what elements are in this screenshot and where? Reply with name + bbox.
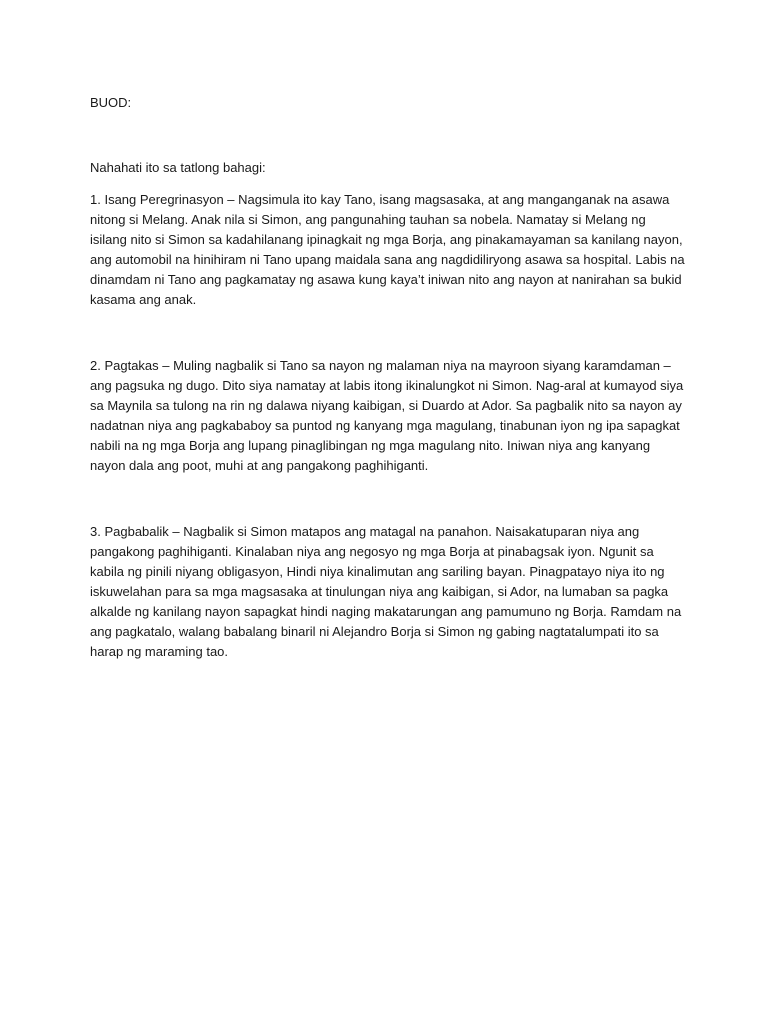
document-heading: BUOD:: [90, 95, 132, 110]
paragraph-part-3: 3. Pagbabalik – Nagbalik si Simon matapos ang matagal na panahon. Naisakatuparan niya ang pangakong paghihiganti. Kinalaban niya ang negosyo ng mga Borja at pinabagsak iyon. Ngunit sa kabila ng pinili niyang obligasyon, Hindi niya kinalimutan ang sariling bayan. Pinagpatayo niya ito ng iskuwelahan para sa mga magsasaka at tinulungan niya ang kaibigan, si Ador, na lumaban sa pagka alkalde ng kanilang nayon sapagkat hindi naging makatarungan ang pamumuno ng Borja. Ramdam na ang pagkatalo, walang babalang binaril ni Alejandro Borja si Simon ng gabing nagtatalumpati ito sa harap ng maraming tao.: [90, 524, 682, 659]
paragraph-part-2: 2. Pagtakas – Muling nagbalik si Tano sa nayon ng malaman niya na mayroon siyang karamdaman – ang pagsuka ng dugo. Dito siya namatay at labis itong ikinalungkot ni Simon. Nag-aral at kumayod siya sa Maynila sa tulong na rin ng dalawa niyang kaibigan, si Duardo at Ador. Sa pagbalik nito sa nayon ay nadatnan niya ang pagkababoy sa puntod ng kanyang mga magulang, tinabunan iyon ng ipa sapagkat nabili na ng mga Borja ang lupang pinaglibingan ng mga magulang nito. Iniwan niya ang kanyang nayon dala ang poot, muhi at ang pangakong paghihiganti.: [90, 358, 684, 473]
paragraph-part-1: 1. Isang Peregrinasyon – Nagsimula ito kay Tano, isang magsasaka, at ang manganganak na asawa nitong si Melang. Anak nila si Simon, ang pangunahing tauhan sa nobela. Namatay si Melang ng isilang nito si Simon sa kadahilanang ipinagkait ng mga Borja, ang pinakamayaman sa kanilang nayon, ang automobil na hinihiram ni Tano upang maidala sana ang nagdidiliryong asawa sa hospital. Labis na dinamdam ni Tano ang pagkamatay ng asawa kung kaya’t iniwan nito ang nayon at nanirahan sa bukid kasama ang anak.: [90, 192, 685, 307]
intro-text: Nahahati ito sa tatlong bahagi:: [90, 160, 266, 175]
